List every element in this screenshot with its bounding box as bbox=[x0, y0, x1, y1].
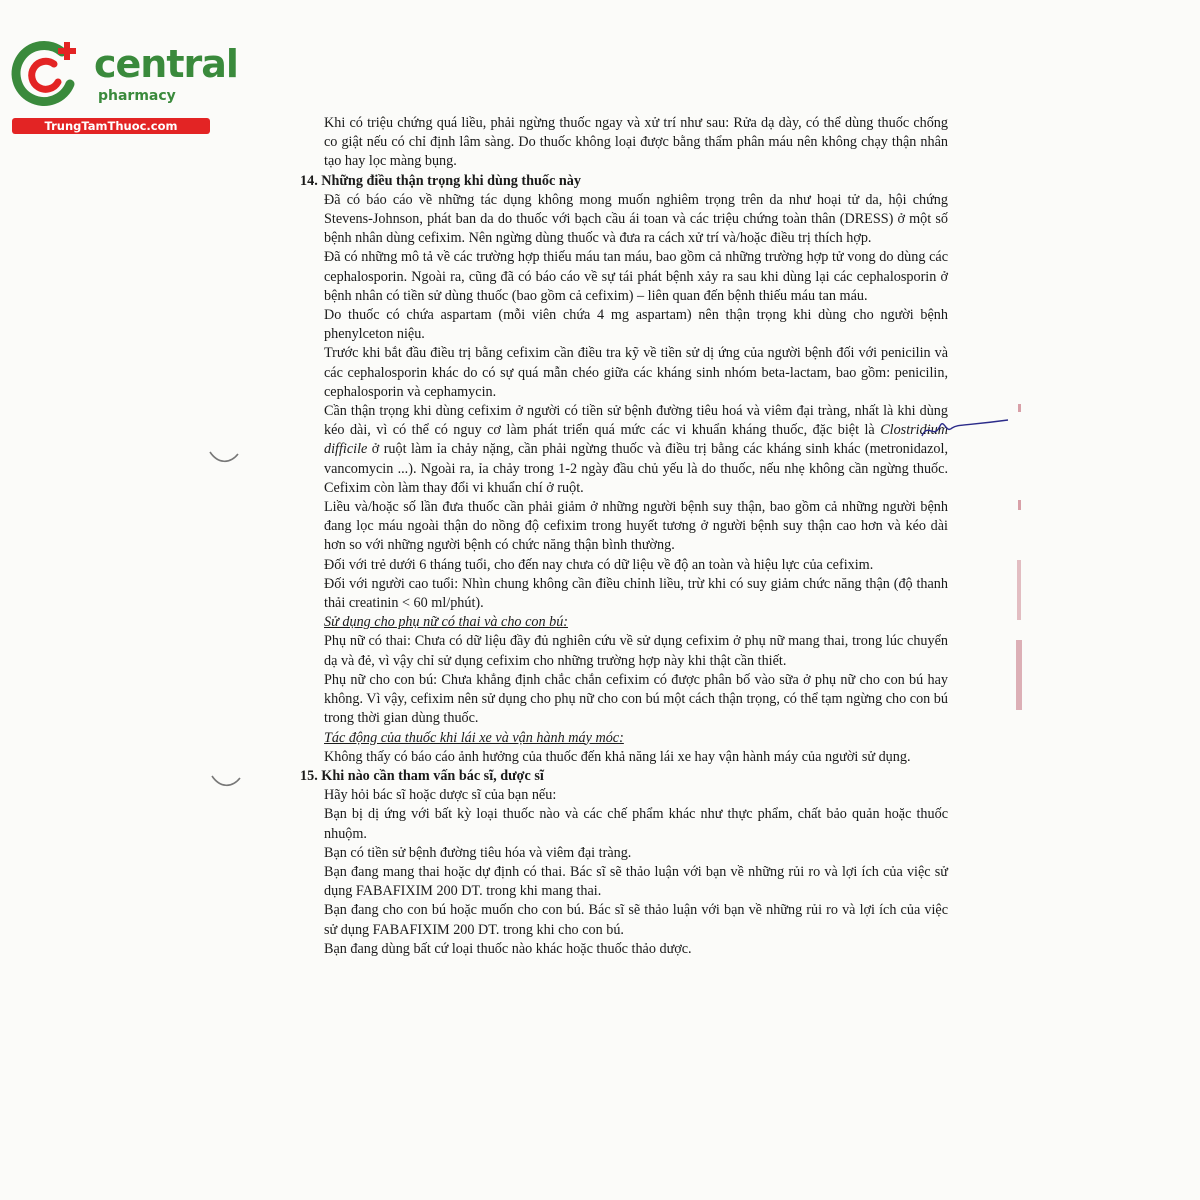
punch-hole-mark bbox=[210, 774, 242, 788]
s14-paragraph: Đối với trẻ dưới 6 tháng tuổi, cho đến nay chưa có dữ liệu về độ an toàn và hiệu lực của cefixim. bbox=[324, 556, 874, 573]
section-14-heading: 14. Những điều thận trọng khi dùng thuốc này bbox=[300, 172, 581, 189]
s15-paragraph: Bạn bị dị ứng với bất kỳ loại thuốc nào và các chế phẩm khác như thực phẩm, chất bảo quản hoặc thuốc nhuộm. bbox=[324, 806, 948, 842]
punch-hole-mark bbox=[208, 450, 240, 464]
s15-paragraph: Bạn đang dùng bất cứ loại thuốc nào khác hoặc thuốc thảo dược. bbox=[324, 940, 692, 957]
s14-paragraph: Đối với người cao tuổi: Nhìn chung không cần điều chỉnh liều, trừ khi có suy giảm chức năng thận (độ thanh thải creatinin < 60 ml/phút). bbox=[324, 575, 948, 612]
logo-brand-name: central bbox=[94, 42, 238, 86]
driving-paragraph: Không thấy có báo cáo ảnh hưởng của thuốc đến khả năng lái xe hay vận hành máy của người sử dụng. bbox=[324, 748, 911, 765]
clostridium-text-after: ở ruột làm ỉa chảy nặng, cần phải ngừng thuốc và điều trị bằng các kháng sinh khác (metronidazol, vancomycin ...). Ngoài ra, ỉa chảy trong 1-2 ngày đầu chủ yếu là do thuốc, nếu nhẹ không cần ngừng thuốc. Cefixim còn làm thay đổi vi khuẩn chí ở ruột. bbox=[324, 441, 948, 496]
leaflet-page bbox=[300, 114, 948, 959]
s15-paragraph: Bạn đang cho con bú hoặc muốn cho con bú. Bác sĩ sẽ thảo luận với bạn về những rủi ro và lợi ích của việc sử dụng FABAFIXIM 200 DT. trong khi cho con bú. bbox=[324, 902, 948, 938]
central-pharmacy-logo[interactable] bbox=[10, 38, 238, 138]
overdose-paragraph: Khi có triệu chứng quá liều, phải ngừng thuốc ngay và xử trí như sau: Rửa dạ dày, có thể dùng thuốc chống co giật nếu có chỉ định lâm sàng. Do thuốc không loại được bằng thẩm phân máu nên không chạy thận nhân tạo hay lọc màng bụng. bbox=[324, 115, 948, 170]
s14-paragraph: Trước khi bắt đầu điều trị bằng cefixim cần điều tra kỹ về tiền sử dị ứng của người bệnh đối với penicilin và các cephalosporin khác do có sự quá mẫn chéo giữa các kháng sinh nhóm beta-lactam, bao gồm: penicilin, cephalosporin và cephamycin. bbox=[324, 345, 948, 400]
clostridium-species: Clostridium difficile bbox=[324, 422, 948, 458]
logo-url: TrungTamThuoc.com bbox=[12, 118, 210, 134]
s14-paragraph: Liều và/hoặc số lần đưa thuốc cần phải giảm ở những người bệnh suy thận, bao gồm cả những người bệnh đang lọc máu ngoài thận do nồng độ cefixim trong huyết tương ở người bệnh suy thận cao hơn và kéo dài hơn so với những người bệnh có chức năng thận bình thường. bbox=[324, 499, 948, 554]
s14-paragraph: Do thuốc có chứa aspartam (mỗi viên chứa 4 mg aspartam) nên thận trọng khi dùng cho người bệnh phenylceton niệu. bbox=[324, 307, 948, 343]
driving-heading: Tác động của thuốc khi lái xe và vận hành máy móc: bbox=[324, 729, 624, 746]
signature-scribble bbox=[920, 412, 1010, 442]
s15-paragraph: Bạn đang mang thai hoặc dự định có thai. Bác sĩ sẽ thảo luận với bạn về những rủi ro và lợi ích của việc sử dụng FABAFIXIM 200 DT. trong khi mang thai. bbox=[324, 863, 948, 900]
section-15-heading: 15. Khi nào cần tham vấn bác sĩ, dược sĩ bbox=[300, 767, 544, 784]
s15-paragraph: Hãy hỏi bác sĩ hoặc dược sĩ của bạn nếu: bbox=[324, 787, 557, 804]
breastfeeding-paragraph: Phụ nữ cho con bú: Chưa khẳng định chắc chắn cefixim có được phân bố vào sữa ở phụ nữ cho con bú hay không. Vì vậy, cefixim nên sử dụng cho phụ nữ cho con bú một cách thận trọng, có thể tạm ngừng cho con bú trong thời gian dùng thuốc. bbox=[324, 671, 948, 727]
s14-clostridium-paragraph bbox=[300, 402, 948, 498]
logo-subtitle: pharmacy bbox=[98, 88, 176, 104]
central-logo-icon bbox=[10, 38, 82, 110]
clostridium-text-before: Cần thận trọng khi dùng cefixim ở người có tiền sử bệnh đường tiêu hoá và viêm đại tràng, nhất là khi dùng kéo dài, vì có thể có nguy cơ làm phát triển quá mức các vi khuẩn kháng thuốc, đặc biệt là bbox=[324, 403, 948, 439]
pregnancy-heading: Sử dụng cho phụ nữ có thai và cho con bú: bbox=[324, 614, 569, 631]
s14-paragraph: Đã có những mô tả về các trường hợp thiếu máu tan máu, bao gồm cả những trường hợp tử vong do dùng các cephalosporin. Ngoài ra, cũng đã có báo cáo về sự tái phát bệnh xảy ra sau khi dùng lại các cephalosporin ở bệnh nhân có tiền sử dùng thuốc (bao gồm cả cefixim) – liên quan đến bệnh thiếu máu tan máu. bbox=[324, 249, 948, 304]
stamp-marks bbox=[1008, 400, 1030, 720]
s14-paragraph: Đã có báo cáo về những tác dụng không mong muốn nghiêm trọng trên da như hoại tử da, hội chứng Stevens-Johnson, phát ban da do thuốc với bạch cầu ái toan và các triệu chứng toàn thân (DRESS) ở một số bệnh nhân dùng cefixim. Nên ngừng dùng thuốc và đưa ra cách xử trí và/hoặc điều trị thích hợp. bbox=[324, 191, 948, 247]
pregnancy-paragraph: Phụ nữ có thai: Chưa có dữ liệu đầy đủ nghiên cứu về sử dụng cefixim ở phụ nữ mang thai, trong lúc chuyển dạ và đẻ, vì vậy chỉ sử dụng cefixim cho những trường hợp này khi thật cần thiết. bbox=[324, 633, 948, 669]
s15-paragraph: Bạn có tiền sử bệnh đường tiêu hóa và viêm đại tràng. bbox=[324, 844, 632, 861]
